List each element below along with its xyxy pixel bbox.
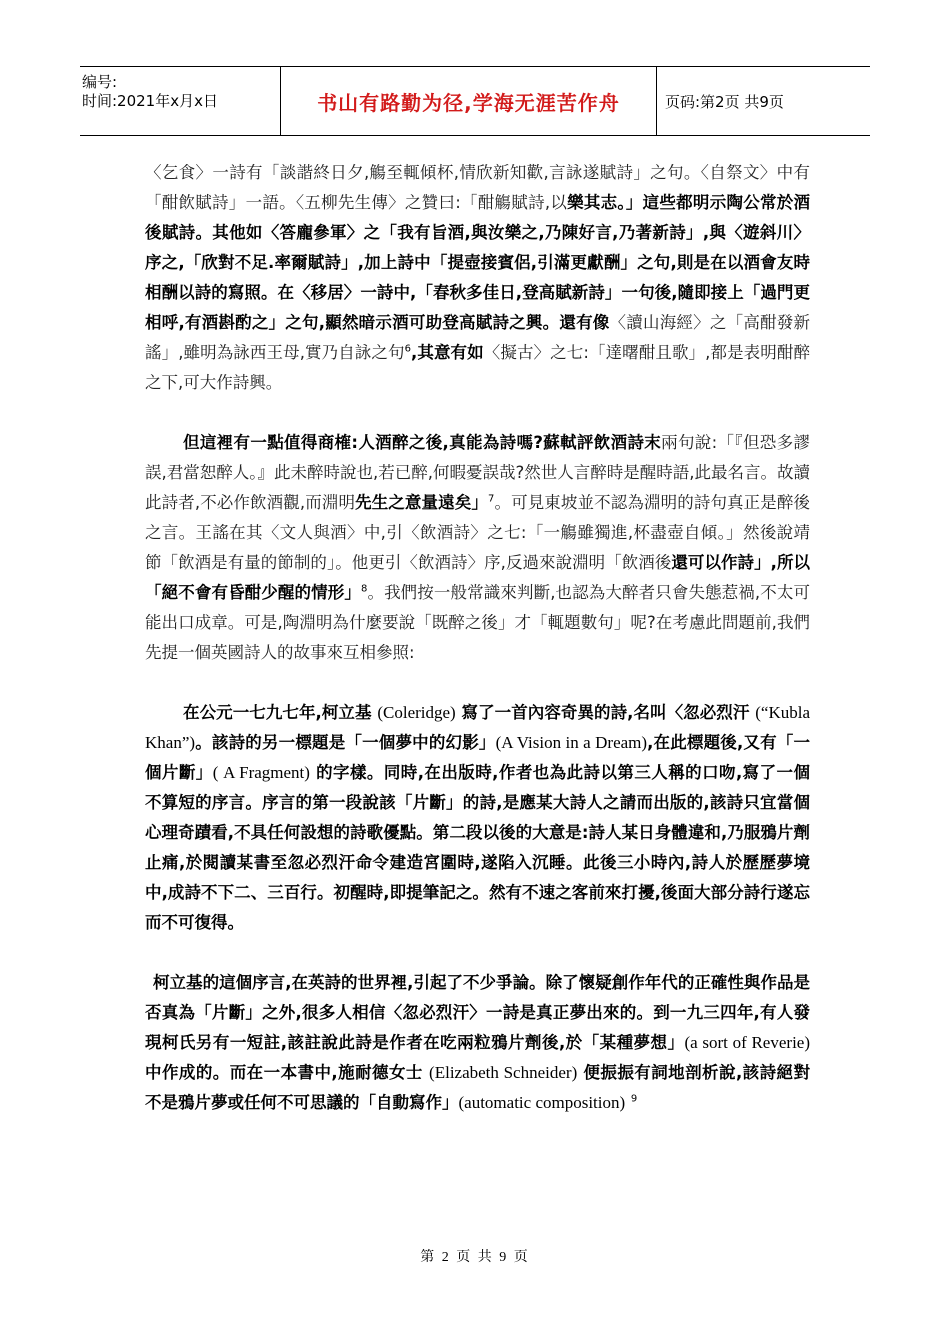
header-time: 时间:2021年x月x日	[82, 92, 218, 110]
text-segment: 。該詩的另一標題是「一個夢中的幻影」	[195, 733, 496, 752]
text-segment: (Coleridge)	[377, 703, 456, 722]
text-segment: ( A Fragment)	[212, 763, 310, 782]
text-segment: 。我們按一般常識來判斷,也認為大醉者只會失態惹禍,不太可能出口成章。可是,陶淵明為什麼要說「既醉之後」才「輒題數句」呢?在考慮此問題前,我們先提一個英國詩人的故事來互相參照:	[145, 583, 810, 662]
text-segment: 柯立基的這個序言,在英詩的世界裡,引起了不少爭論。除了懷疑創作年代的正確性與作品是否真為「片斷」之外,很多人相信〈忽必烈汗〉一詩是真正夢出來的。到一九三四年,有人發現柯氏另有一短註,該註說此詩是作者在吃兩粒鴉片劑後,於「某種夢想」	[145, 973, 810, 1052]
text-segment: 中作成的。而在一本書中,施耐德女士	[145, 1063, 430, 1082]
paragraph-3	[145, 698, 810, 938]
text-segment: (a sort of Reverie)	[684, 1033, 810, 1052]
text-segment: 樂其志。」這些都明示陶公常於酒後賦詩。其他如〈答龐參軍〉之「我有旨酒,與汝樂之,乃陳好言,乃著新詩」,與〈遊斜川〉序之,「欣對不足.率爾賦詩」,加上詩中「提壺接賓侶,引滿更獻酬」之句,則是在以酒會友時相酬以詩的寫照。在〈移居〉一詩中,「春秋多佳日,登高賦新詩」一句後,隨即接上「過門更相呼,有酒斟酌之」之句,顯然暗示酒可助登高賦詩之興。還有像	[145, 193, 810, 332]
text-segment: ,其意有如	[411, 343, 484, 362]
footnote-ref: 7	[487, 493, 495, 505]
text-segment: 兩句說:「『但恐多謬誤,君當恕醉人。』此未醉時說也,若已醉,何暇憂誤哉?然世人言醉時是醒時語,此最名言。故讀此詩者,不必作飲酒觀,而淵明	[145, 433, 810, 512]
text-segment: 〈讀山海經〉之「高酣發新謠」,雖明為詠西王母,實乃自詠之句	[145, 313, 810, 362]
header-page: 页码:第2页 共9页	[665, 92, 784, 111]
text-segment: (A Vision in a Dream)	[495, 733, 648, 752]
text-segment: ,在此標題後,又有「一個片斷」	[145, 733, 810, 782]
header-motto: 书山有路勤为径,学海无涯苦作舟	[280, 67, 657, 135]
text-segment: 的字樣。同時,在出版時,作者也為此詩以第三人稱的口吻,寫了一個不算短的序言。序言的第一段說該「片斷」的詩,是應某大詩人之請而出版的,該詩只宜當個心理奇蹟看,不具任何設想的詩歌優點。第二段以後的大意是:詩人某日身體違和,乃服鴉片劑止痛,於閱讀某書至忽必烈汗命令建造宮圍時,遂陷入沉睡。此後三小時內,詩人於歷歷夢境中,成詩不下二、三百行。初醒時,即提筆記之。然有不速之客前來打擾,後面大部分詩行遂忘而不可復得。	[145, 763, 810, 932]
footnote-ref: 9	[630, 1093, 638, 1105]
footnote-ref: 8	[360, 583, 368, 595]
text-segment: 寫了一首內容奇異的詩,名叫〈忽必烈汗	[455, 703, 756, 722]
header-number: 编号:	[82, 73, 118, 91]
text-segment: 。可見東坡並不認為淵明的詩句真正是醉後之言。王謠在其〈文人與酒〉中,引〈飲酒詩〉之七:「一觴雖獨進,杯盡壺自傾。」然後說靖節「飲酒是有量的節制的」。他更引〈飲酒詩〉序,反過來說淵明「飲酒後	[145, 493, 811, 572]
text-segment: 〈乞食〉一詩有「談諧終日夕,觴至輒傾杯,情欣新知歡,言詠遂賦詩」之句。〈自祭文〉中有「酣飲賦詩」一語。〈五柳先生傳〉之贊曰:「酣觴賦詩,以	[145, 163, 810, 212]
document-body	[145, 158, 810, 1118]
text-segment: (“Kubla Khan”)	[145, 703, 810, 752]
paragraph-2	[145, 428, 810, 668]
header-meta	[80, 67, 280, 135]
text-segment: 先生之意量遠矣」	[355, 493, 488, 512]
text-segment: 還可以作詩」,所以「絕不會有昏酣少醒的情形」	[145, 553, 810, 602]
text-segment: 〈擬古〉之七:「達曙酣且歌」,都是表明酣醉之下,可大作詩興。	[145, 343, 810, 392]
page-header	[80, 66, 870, 136]
text-segment: 便振振有詞地剖析說,該詩絕對不是鴉片夢或任何不可思議的「自動寫作」	[145, 1063, 810, 1112]
text-segment: (Elizabeth Schneider)	[429, 1063, 578, 1082]
paragraph-4	[145, 968, 810, 1118]
page-footer: 第 2 页 共 9 页	[420, 1250, 530, 1265]
text-segment: 在公元一七九七年,柯立基	[183, 703, 378, 722]
paragraph-1	[145, 158, 810, 398]
text-segment: 但這裡有一點值得商榷:人酒醉之後,真能為詩嗎?蘇軾評飲酒詩末	[183, 433, 662, 452]
footnote-ref: 6	[404, 343, 411, 355]
text-segment: (automatic composition)	[458, 1093, 626, 1112]
